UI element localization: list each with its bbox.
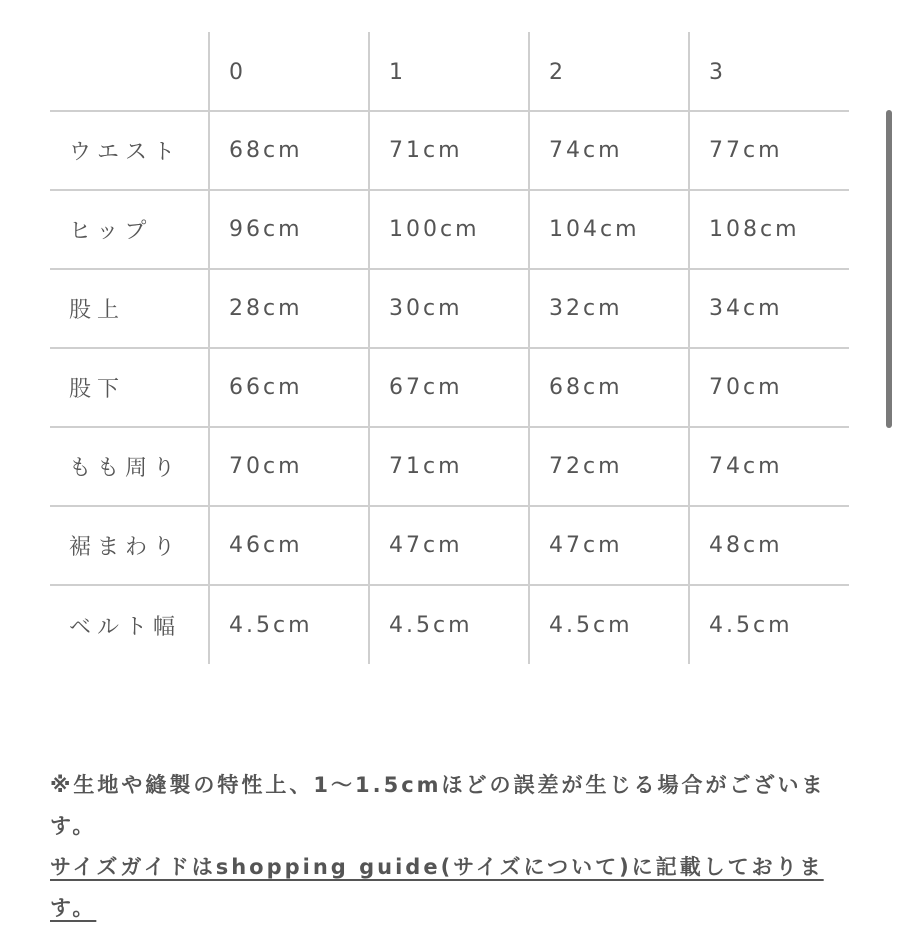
row-label: ベルト幅 — [50, 585, 209, 664]
table-row-rise — [50, 269, 849, 348]
table-cell: 104cm — [529, 190, 689, 269]
table-cell: 68cm — [209, 111, 369, 190]
table-cell: 96cm — [209, 190, 369, 269]
row-label: 股下 — [50, 348, 209, 427]
table-cell: 4.5cm — [709, 612, 793, 638]
table-cell: 71cm — [369, 427, 529, 506]
tolerance-note: ※生地や縫製の特性上、1〜1.5cmほどの誤差が生じる場合がございます。 — [50, 773, 826, 838]
table-row-hip — [50, 190, 849, 269]
scrollbar-thumb[interactable] — [886, 110, 892, 428]
table-cell: 4.5cm — [369, 585, 529, 664]
table-cell: 4.5cm — [209, 585, 369, 664]
row-label: ヒップ — [50, 190, 209, 269]
size-header-1: 1 — [369, 32, 529, 111]
table-cell: 108cm — [689, 190, 849, 269]
row-label: 裾まわり — [50, 506, 209, 585]
table-cell: 68cm — [529, 348, 689, 427]
table-cell: 74cm — [689, 427, 849, 506]
table-cell: 71cm — [369, 111, 529, 190]
table-row-inseam — [50, 348, 849, 427]
shopping-guide-link[interactable]: サイズガイドはshopping guide(サイズについて)に記載しております。 — [50, 855, 824, 920]
size-header-3: 3 — [689, 32, 849, 111]
size-header-0: 0 — [209, 32, 369, 111]
table-cell: 28cm — [209, 269, 369, 348]
corner-cell — [50, 32, 209, 111]
table-row-thigh — [50, 427, 849, 506]
table-cell: 70cm — [209, 427, 369, 506]
row-label: 股上 — [50, 269, 209, 348]
table-row-belt-width — [50, 585, 849, 664]
table-cell: 72cm — [529, 427, 689, 506]
table-cell: 4.5cm — [529, 585, 689, 664]
table-cell: 34cm — [689, 269, 849, 348]
table-row-hem — [50, 506, 849, 585]
table-cell: 74cm — [529, 111, 689, 190]
table-cell: 46cm — [209, 506, 369, 585]
row-label: ウエスト — [50, 111, 209, 190]
table-cell: 77cm — [689, 111, 849, 190]
size-notes — [50, 765, 850, 929]
table-cell: 70cm — [689, 348, 849, 427]
size-table — [50, 32, 849, 664]
table-cell: 30cm — [369, 269, 529, 348]
table-cell: 67cm — [369, 348, 529, 427]
size-header-row — [50, 32, 849, 111]
table-cell: 47cm — [369, 506, 529, 585]
table-cell: 48cm — [689, 506, 849, 585]
table-row-waist — [50, 111, 849, 190]
size-header-2: 2 — [529, 32, 689, 111]
table-cell: 32cm — [529, 269, 689, 348]
table-cell: 47cm — [529, 506, 689, 585]
table-cell: 66cm — [209, 348, 369, 427]
table-cell: 100cm — [369, 190, 529, 269]
row-label: もも周り — [50, 427, 209, 506]
